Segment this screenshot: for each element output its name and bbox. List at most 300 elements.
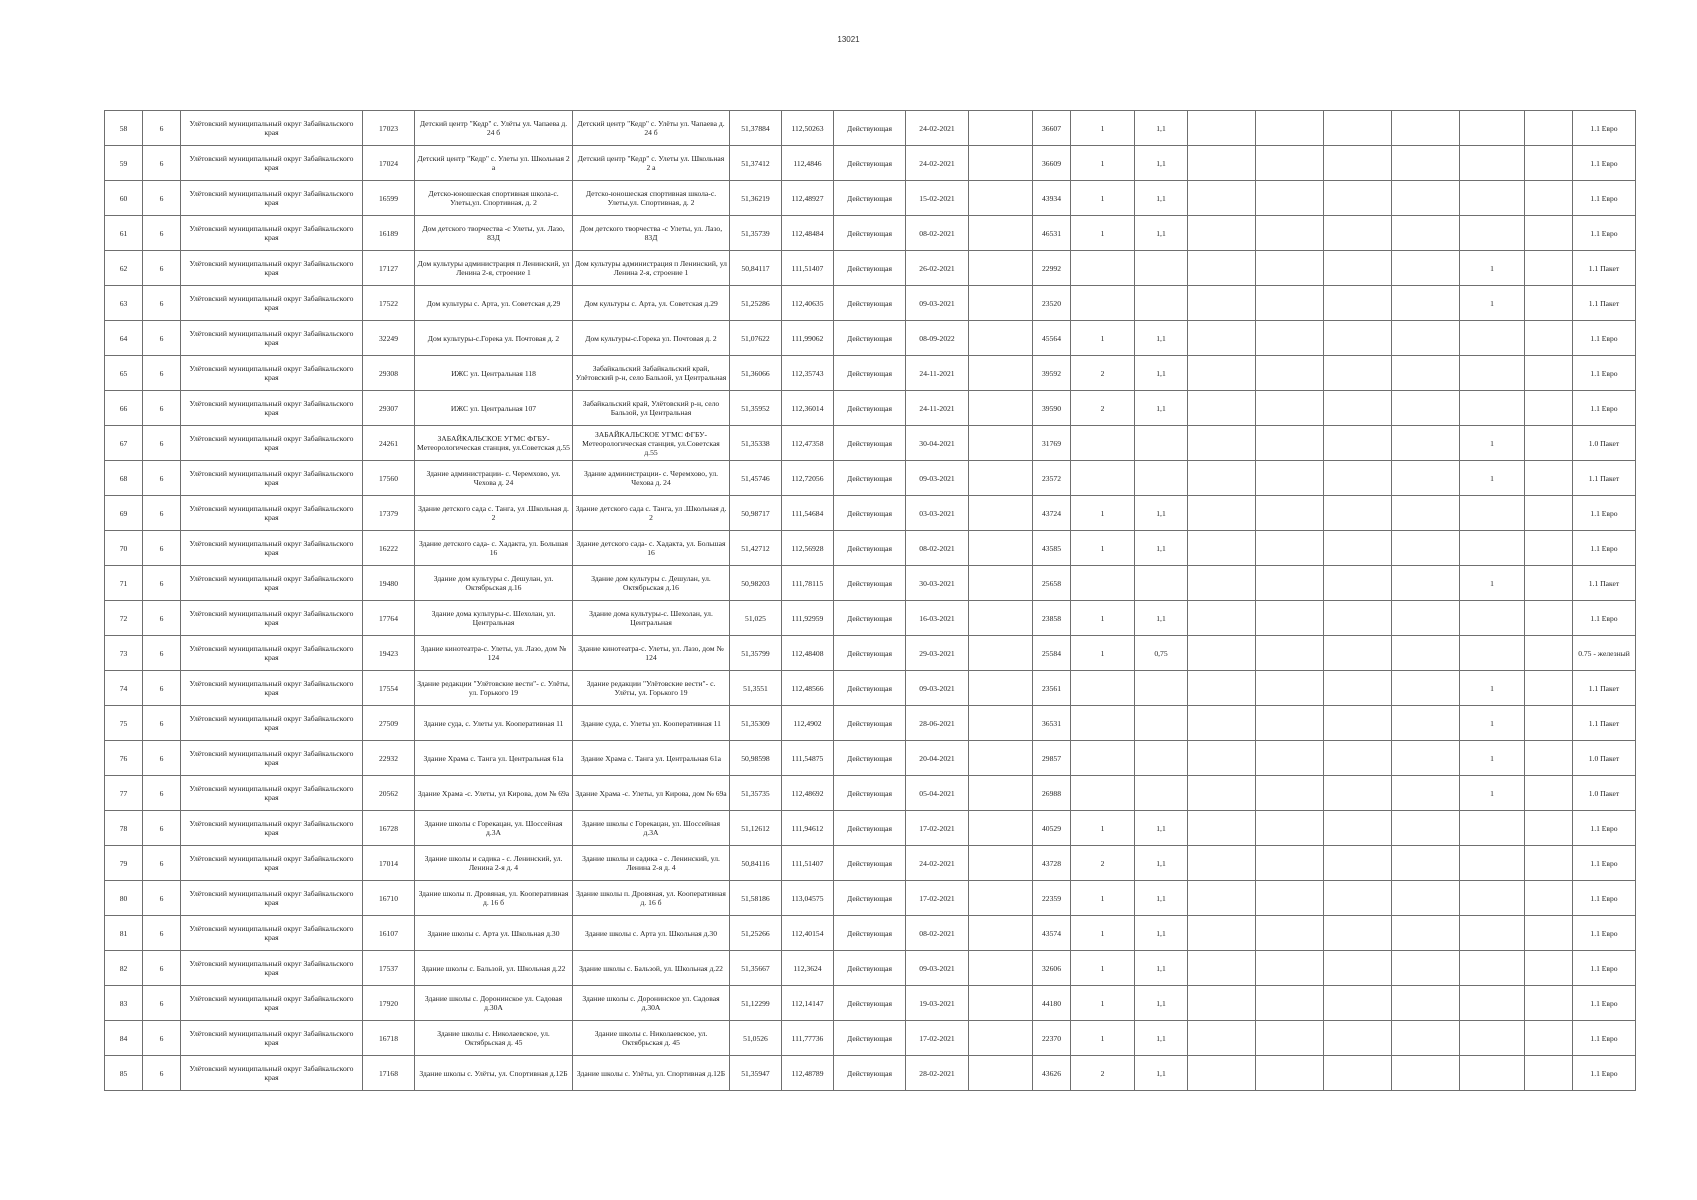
category-cell: 6 [143, 741, 181, 776]
empty-cell [1256, 461, 1324, 496]
code-cell: 36607 [1033, 111, 1071, 146]
table-row [105, 531, 1636, 566]
category-cell: 6 [143, 601, 181, 636]
object-id-cell: 17014 [363, 846, 415, 881]
status-cell: Действующая [834, 986, 906, 1021]
object-id-cell: 22932 [363, 741, 415, 776]
category-cell: 6 [143, 881, 181, 916]
volume-cell [1135, 776, 1188, 811]
district-cell: Улётовский муниципальный округ Забайкальского края [181, 1056, 363, 1091]
latitude-cell: 51,12299 [730, 986, 782, 1021]
longitude-cell: 112,72056 [782, 461, 834, 496]
code-cell: 39590 [1033, 391, 1071, 426]
code-cell: 32606 [1033, 951, 1071, 986]
quantity-cell: 1 [1071, 811, 1135, 846]
object-name-cell: Здание администрации- с. Черемхово, ул. Чехова д. 24 [415, 461, 573, 496]
empty-cell [1525, 146, 1573, 181]
empty-cell [1324, 181, 1392, 216]
package-count-cell [1460, 111, 1525, 146]
empty-cell [969, 741, 1033, 776]
empty-cell [1188, 496, 1256, 531]
district-cell: Улётовский муниципальный округ Забайкальского края [181, 216, 363, 251]
empty-cell [1392, 706, 1460, 741]
category-cell: 6 [143, 776, 181, 811]
empty-cell [1324, 916, 1392, 951]
container-type-cell: 1.0 Пакет [1573, 426, 1636, 461]
row-number-cell: 66 [105, 391, 143, 426]
address-cell: Забайкальский Забайкальский край, Улётовский р-н, село Бальзой, ул Центральная [573, 356, 730, 391]
volume-cell [1135, 566, 1188, 601]
latitude-cell: 51,35667 [730, 951, 782, 986]
district-cell: Улётовский муниципальный округ Забайкальского края [181, 951, 363, 986]
empty-cell [1392, 811, 1460, 846]
empty-cell [969, 181, 1033, 216]
quantity-cell [1071, 286, 1135, 321]
date-cell: 08-02-2021 [906, 916, 969, 951]
date-cell: 17-02-2021 [906, 881, 969, 916]
package-count-cell [1460, 986, 1525, 1021]
address-cell: Дом культуры с. Арта, ул. Советская д.29 [573, 286, 730, 321]
quantity-cell: 1 [1071, 531, 1135, 566]
empty-cell [1256, 286, 1324, 321]
address-cell: Здание Храма -с. Улеты, ул Кирова, дом № 69а [573, 776, 730, 811]
package-count-cell [1460, 916, 1525, 951]
category-cell: 6 [143, 706, 181, 741]
status-cell: Действующая [834, 461, 906, 496]
latitude-cell: 51,35309 [730, 706, 782, 741]
object-id-cell: 17024 [363, 146, 415, 181]
object-name-cell: Здание школы с. Бальзой, ул. Школьная д.22 [415, 951, 573, 986]
latitude-cell: 51,07622 [730, 321, 782, 356]
longitude-cell: 112,48789 [782, 1056, 834, 1091]
latitude-cell: 51,25266 [730, 916, 782, 951]
empty-cell [1525, 671, 1573, 706]
latitude-cell: 50,98598 [730, 741, 782, 776]
longitude-cell: 111,94612 [782, 811, 834, 846]
empty-cell [1392, 671, 1460, 706]
latitude-cell: 50,84117 [730, 251, 782, 286]
package-count-cell [1460, 881, 1525, 916]
volume-cell: 1,1 [1135, 181, 1188, 216]
table-row [105, 181, 1636, 216]
table-row [105, 846, 1636, 881]
address-cell: Дом культуры-с.Горека ул. Почтовая д. 2 [573, 321, 730, 356]
district-cell: Улётовский муниципальный округ Забайкальского края [181, 636, 363, 671]
container-type-cell: 1.1 Пакет [1573, 671, 1636, 706]
quantity-cell [1071, 776, 1135, 811]
district-cell: Улётовский муниципальный округ Забайкальского края [181, 111, 363, 146]
district-cell: Улётовский муниципальный округ Забайкальского края [181, 461, 363, 496]
empty-cell [1525, 356, 1573, 391]
category-cell: 6 [143, 1056, 181, 1091]
date-cell: 08-09-2022 [906, 321, 969, 356]
empty-cell [969, 601, 1033, 636]
volume-cell: 1,1 [1135, 1021, 1188, 1056]
status-cell: Действующая [834, 881, 906, 916]
row-number-cell: 59 [105, 146, 143, 181]
empty-cell [1392, 531, 1460, 566]
district-cell: Улётовский муниципальный округ Забайкальского края [181, 671, 363, 706]
category-cell: 6 [143, 671, 181, 706]
address-cell: Детский центр "Кедр" с. Улёты ул. Чапаева д. 24 б [573, 111, 730, 146]
empty-cell [1392, 251, 1460, 286]
table-row [105, 496, 1636, 531]
package-count-cell [1460, 951, 1525, 986]
object-name-cell: Дом детского творчества -с Улеты, ул. Лазо, 83Д [415, 216, 573, 251]
volume-cell: 1,1 [1135, 601, 1188, 636]
date-cell: 08-02-2021 [906, 531, 969, 566]
empty-cell [969, 986, 1033, 1021]
empty-cell [1188, 776, 1256, 811]
code-cell: 25584 [1033, 636, 1071, 671]
date-cell: 17-02-2021 [906, 811, 969, 846]
empty-cell [1392, 496, 1460, 531]
empty-cell [1392, 776, 1460, 811]
empty-cell [1324, 741, 1392, 776]
table-row [105, 916, 1636, 951]
empty-cell [1525, 216, 1573, 251]
empty-cell [969, 461, 1033, 496]
page-number: 13021 [837, 35, 860, 44]
package-count-cell [1460, 321, 1525, 356]
table-row [105, 636, 1636, 671]
address-cell: Здание школы с. Улёты, ул. Спортивная д.12Б [573, 1056, 730, 1091]
quantity-cell: 2 [1071, 356, 1135, 391]
volume-cell: 1,1 [1135, 531, 1188, 566]
longitude-cell: 112,14147 [782, 986, 834, 1021]
empty-cell [1525, 706, 1573, 741]
status-cell: Действующая [834, 811, 906, 846]
empty-cell [1392, 461, 1460, 496]
empty-cell [1324, 566, 1392, 601]
volume-cell: 1,1 [1135, 391, 1188, 426]
code-cell: 43934 [1033, 181, 1071, 216]
object-name-cell: Детский центр "Кедр" с. Улеты ул. Школьная 2 а [415, 146, 573, 181]
empty-cell [1188, 566, 1256, 601]
table-row [105, 776, 1636, 811]
status-cell: Действующая [834, 181, 906, 216]
object-id-cell: 17168 [363, 1056, 415, 1091]
volume-cell: 1,1 [1135, 916, 1188, 951]
empty-cell [969, 881, 1033, 916]
empty-cell [1392, 916, 1460, 951]
table-row [105, 671, 1636, 706]
empty-cell [1188, 461, 1256, 496]
empty-cell [1525, 881, 1573, 916]
date-cell: 30-04-2021 [906, 426, 969, 461]
package-count-cell: 1 [1460, 426, 1525, 461]
container-type-cell: 1.1 Евро [1573, 321, 1636, 356]
address-cell: Здание школы с Горекацан, ул. Шоссейная д.3А [573, 811, 730, 846]
empty-cell [1525, 811, 1573, 846]
district-cell: Улётовский муниципальный округ Забайкальского края [181, 251, 363, 286]
latitude-cell: 51,35799 [730, 636, 782, 671]
address-cell: Здание детского сада- с. Хадакта, ул. Большая 16 [573, 531, 730, 566]
longitude-cell: 112,47358 [782, 426, 834, 461]
date-cell: 30-03-2021 [906, 566, 969, 601]
status-cell: Действующая [834, 391, 906, 426]
quantity-cell [1071, 706, 1135, 741]
category-cell: 6 [143, 181, 181, 216]
category-cell: 6 [143, 951, 181, 986]
row-number-cell: 79 [105, 846, 143, 881]
package-count-cell [1460, 846, 1525, 881]
empty-cell [969, 146, 1033, 181]
table-row [105, 321, 1636, 356]
volume-cell: 1,1 [1135, 146, 1188, 181]
container-type-cell: 1.1 Евро [1573, 531, 1636, 566]
date-cell: 28-06-2021 [906, 706, 969, 741]
empty-cell [1188, 286, 1256, 321]
empty-cell [1525, 741, 1573, 776]
status-cell: Действующая [834, 601, 906, 636]
volume-cell [1135, 461, 1188, 496]
table-row [105, 566, 1636, 601]
empty-cell [1188, 916, 1256, 951]
quantity-cell: 1 [1071, 216, 1135, 251]
object-name-cell: Здание школы с. Арта ул. Школьная д.30 [415, 916, 573, 951]
table-row [105, 461, 1636, 496]
container-type-cell: 1.1 Евро [1573, 986, 1636, 1021]
volume-cell: 1,1 [1135, 881, 1188, 916]
table-row [105, 286, 1636, 321]
code-cell: 43728 [1033, 846, 1071, 881]
empty-cell [1525, 286, 1573, 321]
empty-cell [1525, 1021, 1573, 1056]
longitude-cell: 112,48692 [782, 776, 834, 811]
object-name-cell: ИЖС ул. Центральная 118 [415, 356, 573, 391]
object-id-cell: 19423 [363, 636, 415, 671]
latitude-cell: 51,36066 [730, 356, 782, 391]
category-cell: 6 [143, 391, 181, 426]
table-row [105, 951, 1636, 986]
empty-cell [1256, 391, 1324, 426]
code-cell: 22359 [1033, 881, 1071, 916]
table-row [105, 1056, 1636, 1091]
table-row [105, 251, 1636, 286]
empty-cell [1392, 426, 1460, 461]
container-type-cell: 1.1 Пакет [1573, 461, 1636, 496]
row-number-cell: 73 [105, 636, 143, 671]
container-type-cell: 1.0 Пакет [1573, 741, 1636, 776]
code-cell: 43724 [1033, 496, 1071, 531]
longitude-cell: 111,99062 [782, 321, 834, 356]
status-cell: Действующая [834, 286, 906, 321]
date-cell: 24-02-2021 [906, 846, 969, 881]
package-count-cell: 1 [1460, 776, 1525, 811]
quantity-cell: 2 [1071, 1056, 1135, 1091]
empty-cell [1256, 706, 1324, 741]
volume-cell: 1,1 [1135, 951, 1188, 986]
object-name-cell: Здание школы с. Улёты, ул. Спортивная д.12Б [415, 1056, 573, 1091]
empty-cell [1324, 461, 1392, 496]
row-number-cell: 75 [105, 706, 143, 741]
status-cell: Действующая [834, 1021, 906, 1056]
latitude-cell: 51,3551 [730, 671, 782, 706]
empty-cell [1324, 1056, 1392, 1091]
latitude-cell: 51,35952 [730, 391, 782, 426]
empty-cell [1392, 146, 1460, 181]
table-row [105, 706, 1636, 741]
container-type-cell: 0.75 - железный [1573, 636, 1636, 671]
container-type-cell: 1.1 Евро [1573, 951, 1636, 986]
row-number-cell: 84 [105, 1021, 143, 1056]
empty-cell [1525, 461, 1573, 496]
container-type-cell: 1.1 Евро [1573, 181, 1636, 216]
package-count-cell [1460, 146, 1525, 181]
longitude-cell: 112,50263 [782, 111, 834, 146]
code-cell: 39592 [1033, 356, 1071, 391]
empty-cell [1188, 706, 1256, 741]
package-count-cell [1460, 811, 1525, 846]
empty-cell [1324, 146, 1392, 181]
date-cell: 09-03-2021 [906, 286, 969, 321]
empty-cell [1392, 181, 1460, 216]
container-type-cell: 1.1 Евро [1573, 216, 1636, 251]
longitude-cell: 111,78115 [782, 566, 834, 601]
object-id-cell: 20562 [363, 776, 415, 811]
date-cell: 08-02-2021 [906, 216, 969, 251]
package-count-cell: 1 [1460, 671, 1525, 706]
object-name-cell: Дом культуры с. Арта, ул. Советская д.29 [415, 286, 573, 321]
table-row [105, 881, 1636, 916]
date-cell: 29-03-2021 [906, 636, 969, 671]
empty-cell [1256, 986, 1324, 1021]
object-name-cell: Дом культуры администрация п Ленинский, ул Ленина 2-я, строение 1 [415, 251, 573, 286]
code-cell: 36609 [1033, 146, 1071, 181]
district-cell: Улётовский муниципальный округ Забайкальского края [181, 286, 363, 321]
empty-cell [1392, 321, 1460, 356]
object-id-cell: 16710 [363, 881, 415, 916]
row-number-cell: 67 [105, 426, 143, 461]
address-cell: Здание дома культуры-с. Шехолан, ул. Центральная [573, 601, 730, 636]
row-number-cell: 71 [105, 566, 143, 601]
table-row [105, 811, 1636, 846]
volume-cell: 1,1 [1135, 811, 1188, 846]
table-row [105, 426, 1636, 461]
empty-cell [1256, 846, 1324, 881]
empty-cell [1256, 566, 1324, 601]
empty-cell [1188, 391, 1256, 426]
container-type-cell: 1.1 Евро [1573, 391, 1636, 426]
empty-cell [1525, 531, 1573, 566]
category-cell: 6 [143, 531, 181, 566]
empty-cell [1525, 566, 1573, 601]
package-count-cell: 1 [1460, 286, 1525, 321]
row-number-cell: 60 [105, 181, 143, 216]
object-id-cell: 24261 [363, 426, 415, 461]
empty-cell [1525, 636, 1573, 671]
empty-cell [1324, 846, 1392, 881]
status-cell: Действующая [834, 111, 906, 146]
empty-cell [1525, 601, 1573, 636]
empty-cell [1392, 1021, 1460, 1056]
empty-cell [1188, 741, 1256, 776]
empty-cell [1256, 426, 1324, 461]
container-type-cell: 1.1 Евро [1573, 496, 1636, 531]
object-id-cell: 16599 [363, 181, 415, 216]
object-name-cell: Здание школы с. Доронинское ул. Садовая д.30А [415, 986, 573, 1021]
volume-cell [1135, 426, 1188, 461]
object-name-cell: Здание Храма -с. Улеты, ул Кирова, дом № 69а [415, 776, 573, 811]
address-cell: Здание детского сада с. Танга, ул .Школьная д. 2 [573, 496, 730, 531]
row-number-cell: 85 [105, 1056, 143, 1091]
empty-cell [969, 216, 1033, 251]
code-cell: 23858 [1033, 601, 1071, 636]
empty-cell [1525, 951, 1573, 986]
longitude-cell: 112,4846 [782, 146, 834, 181]
empty-cell [1188, 671, 1256, 706]
quantity-cell [1071, 251, 1135, 286]
volume-cell: 1,1 [1135, 1056, 1188, 1091]
status-cell: Действующая [834, 776, 906, 811]
empty-cell [1188, 426, 1256, 461]
empty-cell [1525, 181, 1573, 216]
row-number-cell: 74 [105, 671, 143, 706]
empty-cell [1188, 951, 1256, 986]
empty-cell [1392, 356, 1460, 391]
category-cell: 6 [143, 286, 181, 321]
empty-cell [1525, 321, 1573, 356]
latitude-cell: 51,36219 [730, 181, 782, 216]
empty-cell [969, 776, 1033, 811]
table-row [105, 356, 1636, 391]
empty-cell [969, 671, 1033, 706]
empty-cell [1188, 881, 1256, 916]
empty-cell [969, 916, 1033, 951]
empty-cell [1324, 111, 1392, 146]
date-cell: 28-02-2021 [906, 1056, 969, 1091]
date-cell: 17-02-2021 [906, 1021, 969, 1056]
package-count-cell [1460, 181, 1525, 216]
table-row [105, 741, 1636, 776]
table-row [105, 216, 1636, 251]
latitude-cell: 51,25286 [730, 286, 782, 321]
empty-cell [1188, 636, 1256, 671]
empty-cell [1324, 321, 1392, 356]
object-id-cell: 17522 [363, 286, 415, 321]
empty-cell [1392, 111, 1460, 146]
empty-cell [1256, 636, 1324, 671]
status-cell: Действующая [834, 706, 906, 741]
empty-cell [1256, 1056, 1324, 1091]
empty-cell [1392, 216, 1460, 251]
category-cell: 6 [143, 811, 181, 846]
longitude-cell: 112,4902 [782, 706, 834, 741]
empty-cell [969, 496, 1033, 531]
object-name-cell: Здание школы п. Дровяная, ул. Кооперативная д. 16 б [415, 881, 573, 916]
package-count-cell [1460, 531, 1525, 566]
district-cell: Улётовский муниципальный округ Забайкальского края [181, 881, 363, 916]
container-type-cell: 1.1 Евро [1573, 811, 1636, 846]
object-id-cell: 27509 [363, 706, 415, 741]
empty-cell [1256, 951, 1324, 986]
empty-cell [1392, 741, 1460, 776]
empty-cell [969, 391, 1033, 426]
quantity-cell: 1 [1071, 181, 1135, 216]
code-cell: 45564 [1033, 321, 1071, 356]
empty-cell [1324, 881, 1392, 916]
address-cell: Здание школы п. Дровяная, ул. Кооперативная д. 16 б [573, 881, 730, 916]
volume-cell: 1,1 [1135, 356, 1188, 391]
empty-cell [1256, 601, 1324, 636]
row-number-cell: 80 [105, 881, 143, 916]
empty-cell [1188, 1021, 1256, 1056]
row-number-cell: 69 [105, 496, 143, 531]
empty-cell [1324, 531, 1392, 566]
status-cell: Действующая [834, 496, 906, 531]
district-cell: Улётовский муниципальный округ Забайкальского края [181, 566, 363, 601]
